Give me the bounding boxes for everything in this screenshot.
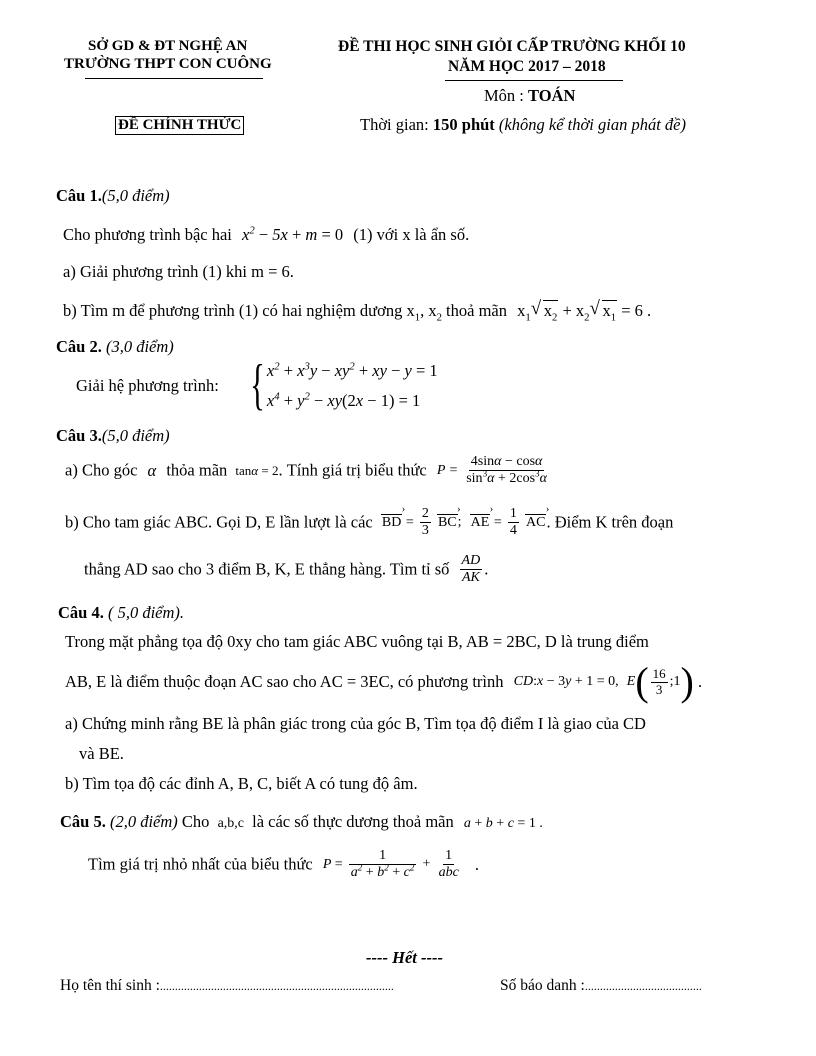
subject-line — [484, 86, 575, 106]
q5-p-label: P = — [322, 856, 343, 872]
candidate-name-label: Họ tên thí sinh : — [60, 977, 160, 994]
q2-system — [238, 354, 438, 416]
p-expression: P = — [436, 462, 459, 478]
q1-condition: $x_1√$ $x_2 + x_2√$ $x_1 = 6$ . — [517, 301, 651, 320]
candidate-name-line — [60, 977, 394, 995]
candidate-id-line — [500, 977, 702, 995]
q2-points: (3,0 điểm) — [105, 337, 174, 356]
q1-b-mid2: thoả mãn — [441, 301, 507, 320]
q4-part-a-line1: a) Chứng minh rằng BE là phân giác trong của góc B, Tìm tọa độ điểm I là giao của CD — [65, 714, 646, 733]
q1-heading — [56, 186, 170, 206]
subject-label: Môn : — [484, 86, 529, 105]
q2-equation-2: $x^4 + y^2 - xy(2x - 1) = 1$ — [266, 390, 421, 410]
q1-b-text: b) Tìm m để phương trình (1) có hai nghiệm dương x — [63, 301, 415, 320]
q1-intro-post: (1) với x là ẩn số. — [353, 225, 470, 244]
q3-a-text: a) Cho góc — [65, 460, 138, 480]
q3-points: (5,0 điểm) — [101, 426, 170, 445]
q1-points: (5,0 điểm) — [101, 186, 170, 205]
q1-intro — [63, 225, 469, 245]
alpha-symbol: α — [147, 460, 157, 480]
q2-heading — [56, 337, 174, 357]
frac-one-quarter: $\frac{1}{4}$ — [509, 506, 517, 539]
q1-part-b: b) Tìm m để phương trình (1) có hai nghiệm dương $x_1$, $x_2$ thoả mãn $x_1√$ $x_2 + x_2√$ $x_1 = 6$ . — [63, 301, 651, 321]
q2-intro: Giải hệ phương trình: — [76, 376, 219, 395]
q4-line2: AB, E là điểm thuộc đoạn AC sao cho AC = 3EC, có phương trình CD:x − 3y + 1 = 0, E( $\frac{16}{3}$ ;1) . — [65, 659, 703, 704]
q5-points: (2,0 điểm) — [109, 812, 178, 831]
q3-b-text: b) Cho tam giác ABC. Gọi D, E lần lượt là các — [65, 512, 373, 532]
q1-intro-text: Cho phương trình bậc hai — [63, 225, 232, 244]
tan-condition: tanα = 2 — [235, 462, 279, 478]
vector-bc: BC ›; — [437, 514, 462, 530]
vector-ae: AE › = — [470, 515, 502, 530]
q3-b-post: . Điểm K trên đoạn — [546, 512, 674, 532]
q2-title: Câu 2. — [56, 337, 102, 356]
q3-heading — [56, 426, 170, 446]
vector-ac: AC › — [525, 514, 546, 530]
ratio-ad-ak: $\frac{AD}{AK}$ — [461, 553, 481, 586]
q3-part-b-line2: thẳng AD sao cho 3 điểm B, K, E thẳng hàng. Tìm tỉ số $\frac{AD}{AK}$ . — [84, 553, 489, 586]
p-fraction: $\frac{4\sin\alpha - \cos\alpha}{\sin^3\alpha + 2\cos^3\alpha}$ — [466, 454, 547, 487]
time-value: 150 phút — [432, 115, 495, 134]
q5-line2: Tìm giá trị nhỏ nhất của biểu thức P = $\frac{1}{a^2 + b^2 + c^2}$ + $\frac{1}{\text{abc}}$ . — [88, 848, 480, 881]
q3-title: Câu 3. — [56, 426, 102, 445]
q3-part-b — [65, 506, 673, 539]
q4-line1: Trong mặt phẳng tọa độ 0xy cho tam giác ABC vuông tại B, AB = 2BC, D là trung điểm — [65, 632, 649, 651]
q1-part-a: a) Giải phương trình (1) khi m = 6. — [63, 262, 294, 281]
exam-year: NĂM HỌC 2017 – 2018 — [448, 58, 606, 75]
q3-part-a — [65, 454, 551, 487]
q5-variables: a,b,c — [217, 816, 244, 831]
q4-part-b: b) Tìm tọa độ các đỉnh A, B, C, biết A có tung độ âm. — [65, 774, 418, 793]
system-brace: { — [250, 354, 265, 416]
q5-fraction-1: $\frac{1}{a^2 + b^2 + c^2}$ — [350, 848, 415, 881]
q4-title: Câu 4. — [58, 603, 104, 622]
line-cd-equation: CD:x − 3y + 1 = 0, — [513, 674, 619, 689]
q1-title: Câu 1. — [56, 186, 102, 205]
q3-a-post: . Tính giá trị biểu thức — [278, 460, 427, 480]
q5-title: Câu 5. — [60, 812, 106, 831]
time-line — [360, 115, 686, 135]
q4-heading — [58, 603, 184, 623]
candidate-name-dots: .............................................................................. — [159, 979, 394, 993]
school-underline — [85, 78, 263, 79]
q5-line2-text: Tìm giá trị nhỏ nhất của biểu thức — [88, 854, 313, 874]
sum-condition: a + b + c = 1 . — [463, 816, 543, 831]
q2-equation-1: $x^2 + x^3y - xy^2$ + xy − y = 1 — [266, 360, 438, 380]
q5-heading — [60, 812, 543, 832]
q4-points: ( 5,0 điểm). — [107, 603, 185, 622]
department-name: SỞ GD & ĐT NGHỆ AN — [88, 38, 248, 54]
q5-pre: Cho — [181, 812, 210, 831]
q3-a-mid: thỏa mãn — [166, 460, 228, 480]
time-note: (không kể thời gian phát đề) — [498, 115, 686, 134]
q4-part-a-line2: và BE. — [79, 744, 124, 763]
candidate-id-label: Số báo danh : — [500, 977, 585, 994]
school-name: TRƯỜNG THPT CON CUÔNG — [64, 56, 272, 72]
frac-two-thirds: $\frac{2}{3}$ — [421, 506, 429, 539]
time-label: Thời gian: — [360, 115, 433, 134]
official-badge: ĐỀ CHÍNH THỨC — [115, 116, 244, 135]
vector-bd: BD › = — [381, 515, 414, 530]
q1-equation: $x^2 - 5x + m = 0$ — [242, 224, 344, 244]
end-marker: ---- Hết ---- — [366, 948, 443, 967]
candidate-id-dots: ....................................... — [584, 979, 702, 993]
q1-b-mid1: , x — [420, 301, 437, 320]
exam-title: ĐỀ THI HỌC SINH GIỎI CẤP TRƯỜNG KHỐI 10 — [338, 38, 686, 55]
q5-mid: là các số thực dương thoả mãn — [252, 812, 454, 831]
e-x-fraction: $\frac{16}{3}$ — [652, 665, 666, 697]
q4-line2-text: AB, E là điểm thuộc đoạn AC sao cho AC = 3EC, có phương trình — [65, 672, 504, 691]
subject-value: TOÁN — [528, 86, 576, 105]
point-e: E — [626, 674, 636, 689]
exam-year-underline — [445, 80, 623, 81]
q3-b-line2-text: thẳng AD sao cho 3 điểm B, K, E thẳng hàng. Tìm tỉ số — [84, 559, 450, 579]
q5-fraction-2: $\frac{1}{\text{abc}}$ — [438, 848, 459, 881]
